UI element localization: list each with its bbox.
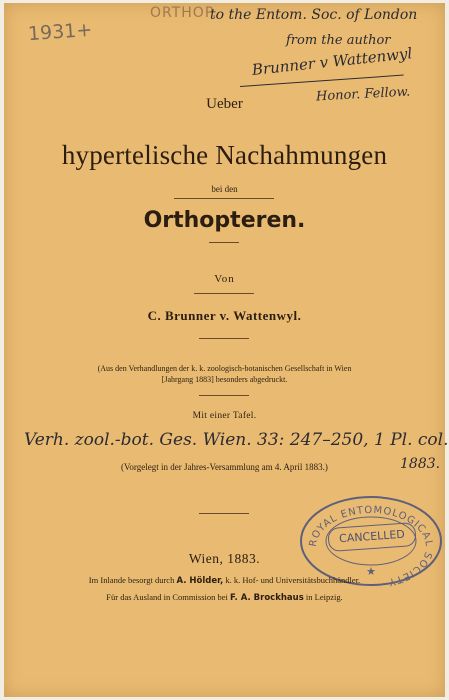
publisher-foreign <box>4 592 445 603</box>
publisher-domestic-pre: Im Inlande besorgt durch <box>88 575 175 585</box>
publisher-domestic-post: k. k. Hof- und Universitätsbuchhändler. <box>225 575 361 585</box>
author-name: C. Brunner v. Wattenwyl. <box>147 308 302 323</box>
handwritten-citation-year: 1883. <box>400 456 441 472</box>
publisher-domestic <box>4 575 445 586</box>
byline-label: Von <box>214 273 235 285</box>
divider-rule <box>209 242 239 243</box>
divider-rule <box>199 338 249 339</box>
title-prefix: Ueber <box>206 96 243 112</box>
divider-rule <box>199 395 249 396</box>
title-connector: bei den <box>211 184 238 194</box>
corner-stamp-text: ORTHOP. <box>150 5 218 21</box>
divider-rule <box>174 198 274 199</box>
publisher-foreign-name: F. A. Brockhaus <box>230 593 304 603</box>
place-and-year: Wien, 1883. <box>188 551 261 566</box>
publisher-foreign-pre: Für das Ausland in Commission bei <box>106 592 228 602</box>
author-signature: Brunner v Wattenwyl <box>251 44 414 79</box>
divider-rule <box>199 513 249 514</box>
document-cover <box>4 3 449 697</box>
stamp-star: ★ <box>366 566 376 578</box>
source-note-line-1: (Aus den Verhandlungen der k. k. zoologisch-botanischen Gesellschaft in Wien <box>97 364 352 373</box>
dedication-line-4: Honor. Fellow. <box>315 84 411 105</box>
publisher-foreign-post: in Leipzig. <box>305 592 343 602</box>
presentation-note: (Vorgelegt in der Jahres-Versammlung am 4. April 1883.) <box>121 462 328 472</box>
dedication-line-1: to the Entom. Soc. of London <box>210 7 418 23</box>
title-subject: Orthopteren. <box>143 208 306 233</box>
dedication-line-2: from the author <box>286 33 391 48</box>
stamp-ring-text: ROYAL ENTOMOLOGICAL SOCIETY <box>307 504 435 588</box>
divider-rule <box>194 293 254 294</box>
handwritten-citation: Verh. zool.-bot. Ges. Wien. 33: 247–250, 1 Pl. col. <box>24 430 449 450</box>
publisher-domestic-name: A. Hölder, <box>176 576 224 586</box>
pencil-catalog-number: 1931+ <box>27 18 93 46</box>
cancelled-stamp: CANCELLED <box>327 522 416 552</box>
title-main: hypertelische Nachahmungen <box>61 140 388 170</box>
source-note-line-2: [Jahrgang 1883] besonders abgedruckt. <box>161 375 288 384</box>
plates-note: Mit einer Tafel. <box>192 411 257 421</box>
